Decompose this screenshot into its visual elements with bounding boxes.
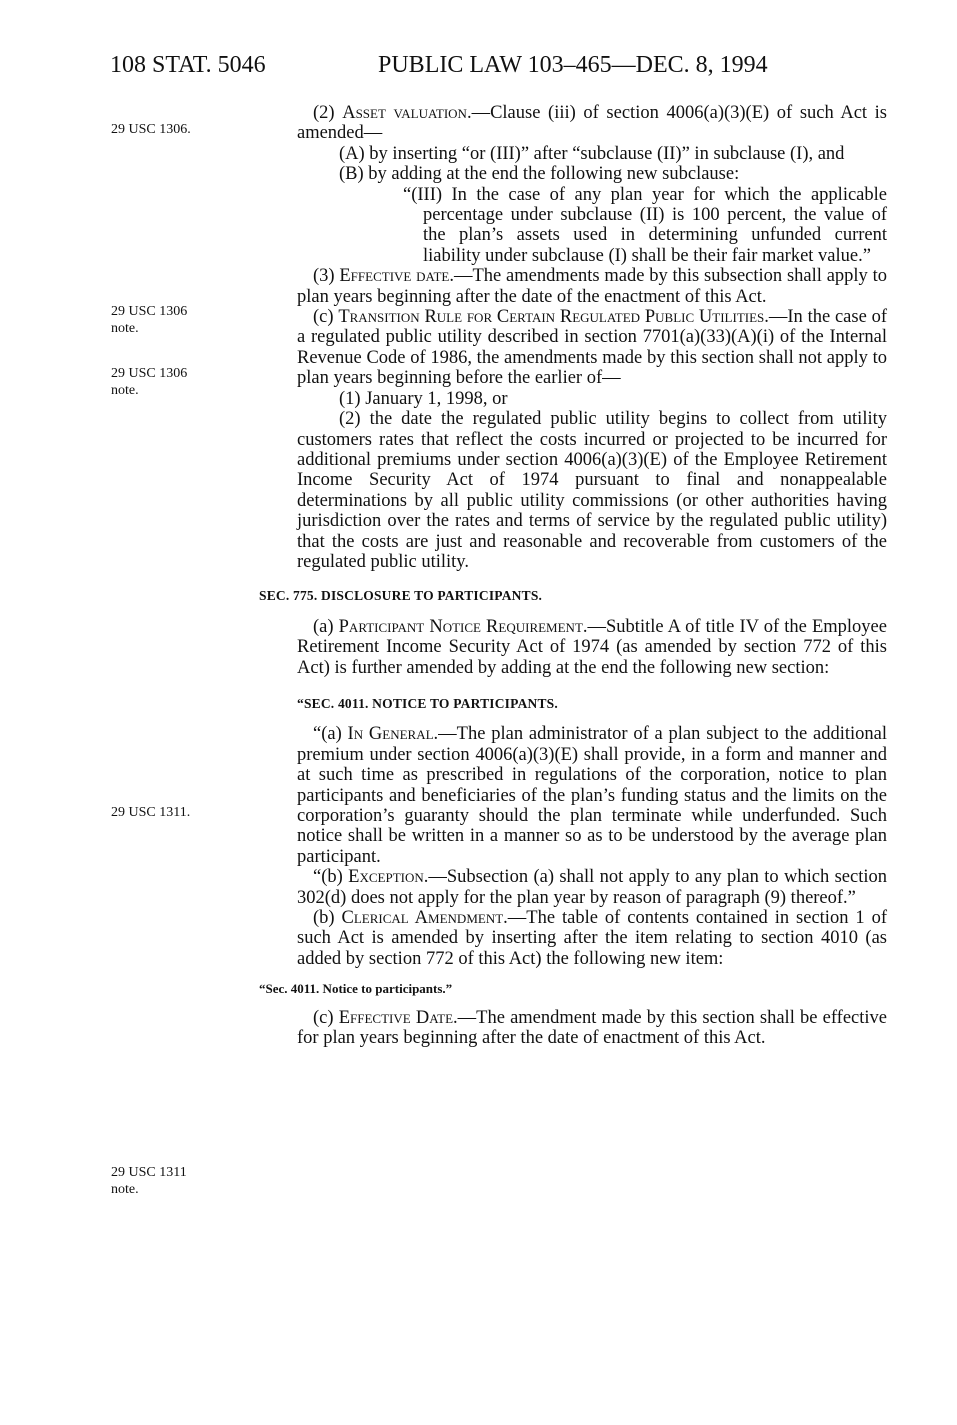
- margin-note: 29 USC 1311.: [111, 805, 191, 820]
- subsection-clerical-amendment: (b) Clerical Amendment.—The table of contents contained in section 1 of such Act is amended by inserting after the item relating to section 4010 (as added by section 772 of this Act) the following new item:: [297, 908, 887, 969]
- public-law-citation: PUBLIC LAW 103–465—DEC. 8, 1994: [378, 52, 768, 78]
- section-heading: SEC. 775. DISCLOSURE TO PARTICIPANTS.: [259, 588, 543, 604]
- quoted-subsection-a: “(a) In General.—The plan administrator of a plan subject to the additional premium under section 4006(a)(3)(E) shall provide, in a form and manner and at such time as prescribed in regulations of the corporation, notice to plan participants and beneficiaries of the plan’s funding status and the limits on the corporation’s guaranty should the plan terminate while underfunded. Such notice shall be written in a manner so as to be understood by the average plan participant.: [297, 724, 887, 867]
- paragraph-asset-valuation: (2) Asset valuation.—Clause (iii) of section 4006(a)(3)(E) of such Act is amended—: [297, 103, 887, 144]
- subsection-heading: In General.: [347, 724, 439, 745]
- paragraph-heading: Asset valuation.: [342, 103, 472, 123]
- statute-body: [259, 103, 887, 1049]
- subsection-participant-notice: (a) Participant Notice Requirement.—Subtitle A of title IV of the Employee Retirement Income Security Act of 1974 (as amended by section 772 of this Act) is further amended by adding at the end the following new section:: [297, 616, 887, 678]
- table-of-contents-item: “Sec. 4011. Notice to participants.”: [259, 981, 453, 997]
- quoted-subsection-b: “(b) Exception.—Subsection (a) shall not apply to any plan to which section 302(d) does not apply for the plan year by reason of paragraph (9) thereof.”: [297, 867, 887, 908]
- subsection-heading: Effective Date.: [338, 1007, 458, 1028]
- subsection-heading: Transition Rule for Certain Regulated Public Utilities.: [338, 307, 769, 328]
- subsection-heading: Exception.: [348, 867, 429, 888]
- paragraph-1: (1) January 1, 1998, or: [339, 388, 508, 409]
- subsection-effective-date: (c) Effective Date.—The amendment made by this section shall be effective for plan years beginning after the date of enactment of this Act.: [297, 1007, 887, 1049]
- subsection-transition-rule: (c) Transition Rule for Certain Regulated Public Utilities.—In the case of a regulated public utility described in section 7701(a)(33)(A)(i) of the Internal Revenue Code of 1986, the amendments made by this section shall not apply to plan years beginning before the earlier of—: [297, 307, 887, 389]
- margin-note: 29 USC 1306 note.: [111, 366, 188, 398]
- paragraph-heading: Effective date.: [339, 266, 454, 287]
- margin-note: 29 USC 1311 note.: [111, 1165, 187, 1197]
- subparagraph-a: (A) by inserting “or (III)” after “subclause (II)” in subclause (I), and: [339, 143, 845, 164]
- quoted-subclause: “(III) In the case of any plan year for which the applicable percentage under subclause (II) is 100 percent, the value of the plan’s assets used in determining unfunded current liability under subclause (I) shall be their fair market value.”: [403, 184, 887, 266]
- subsection-heading: Participant Notice Requirement.: [338, 616, 588, 637]
- new-section-heading: “SEC. 4011. NOTICE TO PARTICIPANTS.: [297, 695, 558, 711]
- margin-note: 29 USC 1306.: [111, 122, 191, 137]
- margin-note: 29 USC 1306 note.: [111, 304, 188, 336]
- subparagraph-b: (B) by adding at the end the following new subclause:: [339, 164, 740, 185]
- page-header: [0, 52, 957, 88]
- paragraph-2: (2) the date the regulated public utility begins to collect from utility customers rates that reflect the costs incurred or projected to be incurred for additional premiums under section 4006(a)(3)(E) of the Employee Retirement Income Security Act of 1974 pursuant to final and nonappealable determinations by all public utility commissions (or other authorities having jurisdiction over the rates and terms of service by the regulated public utility) that the costs are just and reasonable and recoverable from customers of the regulated public utility.: [297, 409, 887, 572]
- paragraph-effective-date: (3) Effective date.—The amendments made by this subsection shall apply to plan years beginning after the date of the enactment of this Act.: [297, 266, 887, 307]
- stat-page-number: 108 STAT. 5046: [110, 52, 266, 78]
- subsection-heading: Clerical Amendment.: [341, 908, 508, 929]
